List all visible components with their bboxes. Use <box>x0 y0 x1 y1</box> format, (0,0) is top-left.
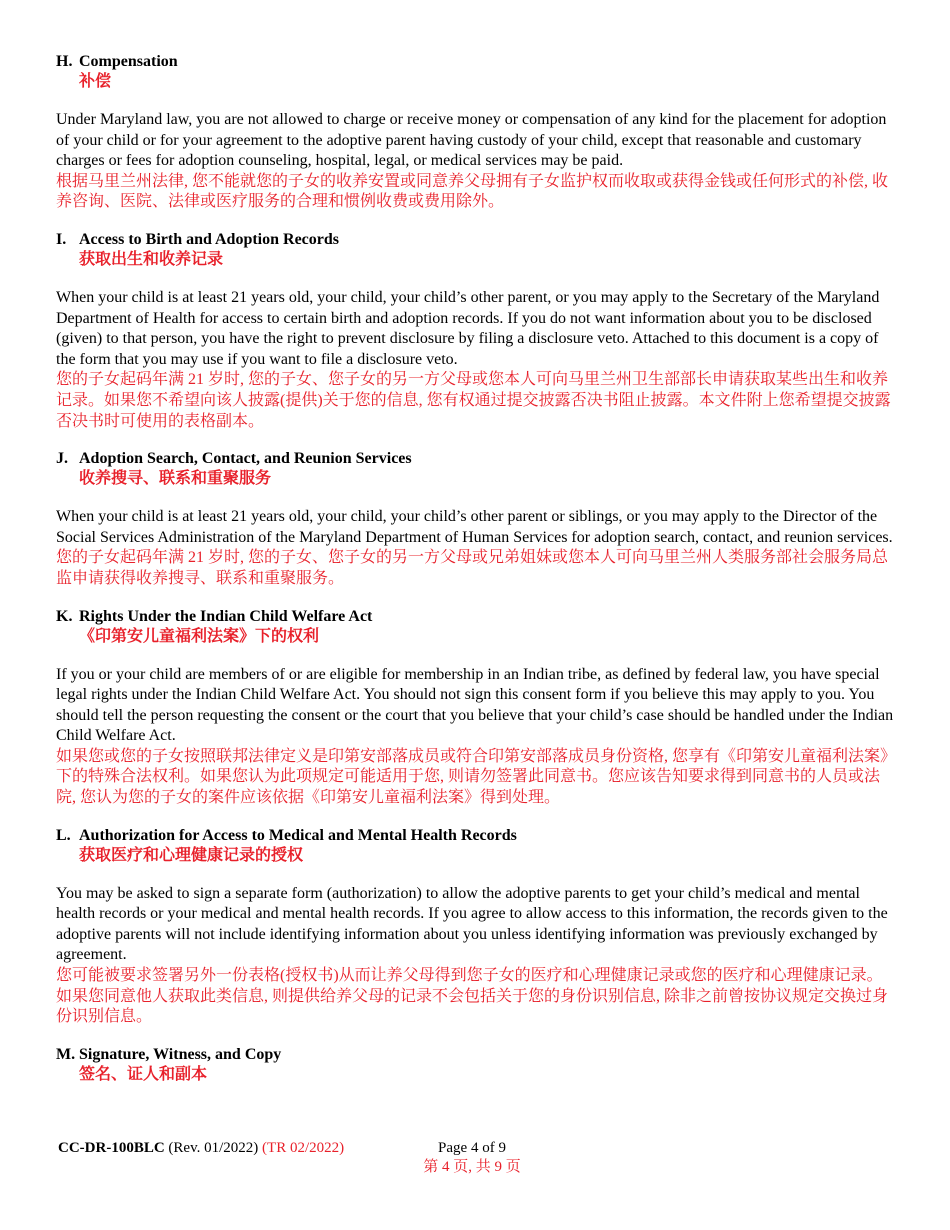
section-title: Access to Birth and Adoption Records <box>79 230 340 248</box>
section-heading <box>56 826 896 846</box>
section-title: Signature, Witness, and Copy <box>79 1045 282 1063</box>
section-m-signature-witness-copy <box>56 1045 896 1085</box>
section-title-chinese: 签名、证人和副本 <box>79 1065 208 1083</box>
section-body-chinese: 您可能被要求签署另外一份表格(授权书)从而让养父母得到您子女的医疗和心理健康记录或您的医疗和心理健康记录。如果您同意他人获取此类信息, 则提供给养父母的记录不会包括关于您的身份识别信息, 除非之前曾按协议规定交换过身份识别信息。 <box>56 967 889 1026</box>
page-footer <box>58 1139 898 1181</box>
section-letter: K. <box>56 607 73 625</box>
section-letter: M. <box>56 1045 76 1063</box>
section-title: Rights Under the Indian Child Welfare Act <box>79 607 373 625</box>
document-page <box>56 52 896 1102</box>
section-body-english: When your child is at least 21 years old, your child, your child’s other parent or siblings, or you may apply to the Director of the Social Services Administration of the Maryland Department of Human Services for adoption search, contact, and reunion services. <box>56 508 893 546</box>
section-body-chinese: 您的子女起码年满 21 岁时, 您的子女、您子女的另一方父母或兄弟姐妹或您本人可向马里兰州人类服务部社会服务局总监申请获得收养搜寻、联系和重聚服务。 <box>56 549 889 587</box>
section-title-chinese: 获取出生和收养记录 <box>79 250 224 268</box>
section-body-chinese: 您的子女起码年满 21 岁时, 您的子女、您子女的另一方父母或您本人可向马里兰州卫生部部长申请获取某些出生和收养记录。如果您不希望向该人披露(提供)关于您的信息, 您有权通过提交披露否决书阻止披露。本文件附上您希望提交披露否决书时可使用的表格副本。 <box>56 371 891 430</box>
page-number-chinese: 第 4 页, 共 9 页 <box>423 1159 521 1175</box>
section-title-chinese: 获取医疗和心理健康记录的授权 <box>79 846 304 864</box>
page-number <box>412 1139 532 1177</box>
section-body-english: Under Maryland law, you are not allowed to charge or receive money or compensation of any kind for the placement for adoption of your child or for your agreement to the adoptive parent having custody of your child, except that reasonable and customary charges or fees for adoption counseling, hospital, legal, or medical services may be paid. <box>56 111 887 170</box>
translation-revision: (TR 02/2022) <box>262 1140 345 1156</box>
section-body-english: If you or your child are members of or are eligible for membership in an Indian tribe, as defined by federal law, you have special legal rights under the Indian Child Welfare Act. You should not sign this consent form if you believe this may apply to you. You should tell the person requesting the consent or the court that you believe that your child’s case should be handled under the Indian Child Welfare Act. <box>56 665 894 745</box>
section-body-english: You may be asked to sign a separate form (authorization) to allow the adoptive parents to get your child’s medical and mental health records or your medical and mental health records. If you agree to allow access to this information, the records given to the adoptive parents will not include identifying information about you unless identifying information was previously exchanged by agreement. <box>56 884 888 964</box>
section-title: Compensation <box>79 53 178 70</box>
section-l-medical-records-authorization <box>56 826 896 1028</box>
section-letter: L. <box>56 826 71 844</box>
section-title-chinese: 收养搜寻、联系和重聚服务 <box>79 470 272 488</box>
section-title: Adoption Search, Contact, and Reunion Services <box>79 450 412 468</box>
section-letter: J. <box>56 450 68 468</box>
form-code: CC-DR-100BLC <box>58 1140 165 1156</box>
section-heading <box>56 607 896 627</box>
section-body-english: When your child is at least 21 years old, your child, your child’s other parent, or you may apply to the Secretary of the Maryland Department of Health for access to certain birth and adoption records. If you do not want information about you to be disclosed (given) to that person, you have the right to prevent disclosure by filing a disclosure veto. Attached to this document is a copy of the form that you may use if you want to file a disclosure veto. <box>56 288 880 368</box>
section-j-adoption-search <box>56 449 896 589</box>
section-heading <box>56 449 896 469</box>
section-title-chinese: 补偿 <box>79 73 112 90</box>
section-h-compensation <box>56 52 896 213</box>
section-i-birth-adoption-records <box>56 230 896 432</box>
section-title: Authorization for Access to Medical and Mental Health Records <box>79 826 517 844</box>
section-letter: I. <box>56 230 67 248</box>
section-body-chinese: 根据马里兰州法律, 您不能就您的子女的收养安置或同意养父母拥有子女监护权而收取或获得金钱或任何形式的补偿, 收养咨询、医院、法律或医疗服务的合理和惯例收费或费用除外。 <box>56 172 889 211</box>
section-heading <box>56 52 896 72</box>
page-number-english: Page 4 of 9 <box>438 1140 506 1156</box>
section-body-chinese: 如果您或您的子女按照联邦法律定义是印第安部落成员或符合印第安部落成员身份资格, 您享有《印第安儿童福利法案》下的特殊合法权利。如果您认为此项规定可能适用于您, 则请勿签署此同意书。您应该告知要求得到同意书的人员或法院, 您认为您的子女的案件应该依据《印第安儿童福利法案》得到处理。 <box>56 747 897 807</box>
section-heading <box>56 1045 896 1065</box>
form-identifier <box>58 1139 344 1158</box>
section-k-indian-child-welfare-act <box>56 607 896 809</box>
section-heading <box>56 230 896 250</box>
section-letter: H. <box>56 53 73 70</box>
form-revision: (Rev. 01/2022) <box>168 1140 259 1156</box>
section-title-chinese: 《印第安儿童福利法案》下的权利 <box>79 627 320 645</box>
